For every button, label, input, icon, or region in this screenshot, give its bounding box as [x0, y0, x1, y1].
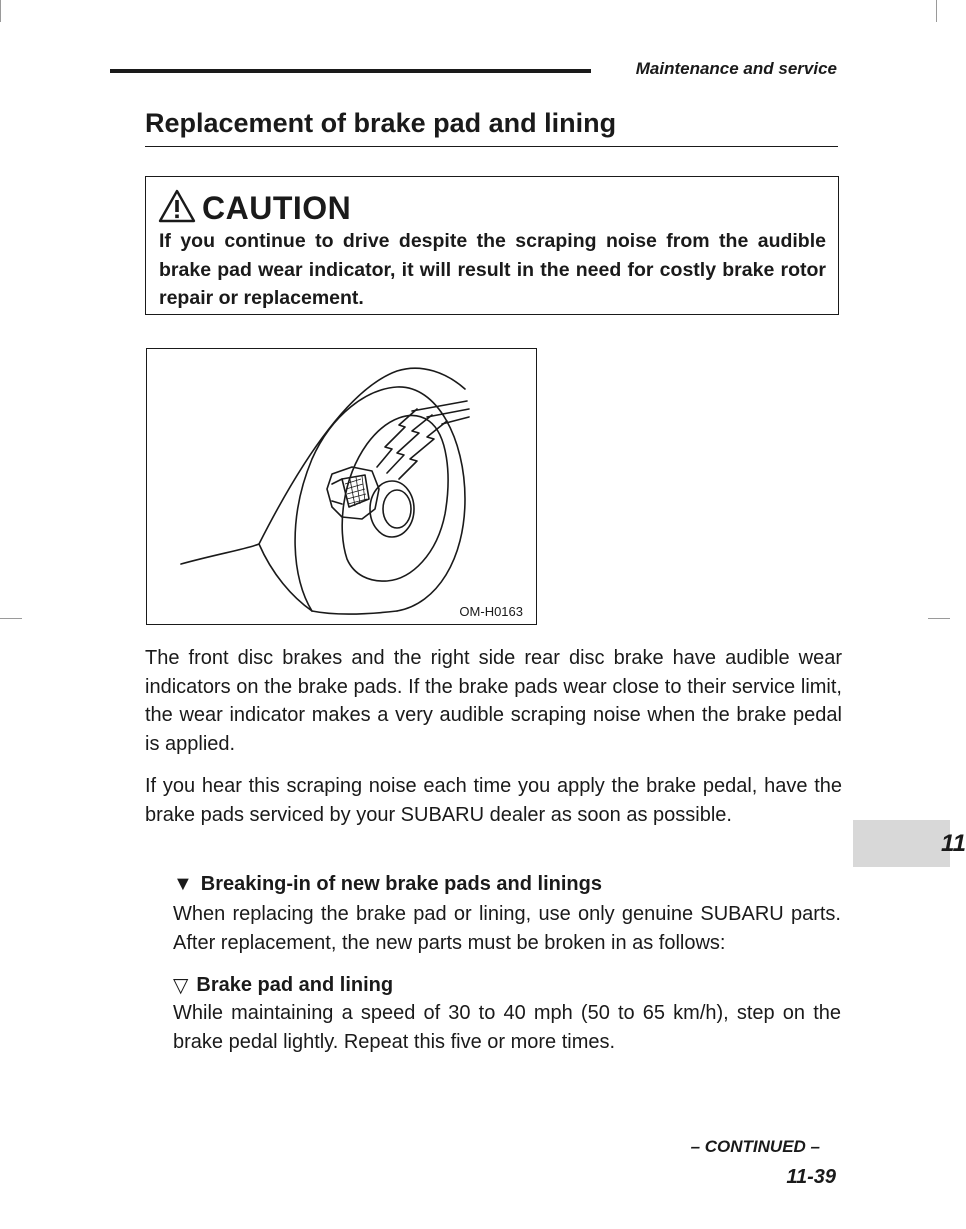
chapter-side-tab [853, 820, 966, 867]
breaking-in-text: When replacing the brake pad or lining, use only genuine SUBARU parts. After replacement, the new parts must be broken in as follows: [173, 903, 841, 954]
caution-text: If you continue to drive despite the scraping noise from the audible brake pad wear indicator, it will result in the need for costly brake rotor repair or replacement. [159, 230, 826, 309]
paragraph-service-advice: If you hear this scraping noise each time you apply the brake pedal, have the brake pads serviced by your SUBARU dealer as soon as possible. [145, 775, 842, 826]
page-number: 11-39 [786, 1166, 836, 1188]
pad-lining-text: While maintaining a speed of 30 to 40 mph (50 to 65 km/h), step on the brake pedal lightly. Repeat this five or more times. [173, 1002, 841, 1053]
header-section-title: Maintenance and service [635, 59, 837, 78]
filled-triangle-marker-icon: ▼ [173, 873, 193, 895]
crop-mark-right-mid [928, 618, 950, 619]
outline-triangle-marker-icon: ▽ [173, 975, 189, 997]
paragraph-wear-indicators: The front disc brakes and the right side rear disc brake have audible wear indicators on the brake pads. If the brake pads wear close to their service limit, the wear indicator makes a very audible scraping noise when the brake pedal is applied. [145, 647, 842, 755]
crop-mark-right-top [936, 0, 937, 22]
continued-note: – CONTINUED – [690, 1137, 820, 1156]
chapter-tab-label: 11 [941, 830, 966, 857]
breaking-in-heading [173, 873, 602, 896]
pad-lining-heading-label: Brake pad and lining [196, 974, 394, 996]
crop-mark-left-mid [0, 618, 22, 619]
warning-triangle-icon [158, 189, 196, 228]
header-rule [110, 69, 591, 73]
brake-figure [146, 348, 537, 625]
caution-box [145, 176, 839, 315]
page-title: Replacement of brake pad and lining [145, 108, 617, 138]
breaking-in-heading-label: Breaking-in of new brake pads and linings [200, 873, 602, 895]
figure-label: OM-H0163 [459, 604, 523, 619]
pad-lining-heading [173, 973, 393, 998]
caution-title: CAUTION [202, 190, 352, 226]
caution-header [158, 189, 351, 228]
crop-mark-left-top [0, 0, 1, 22]
title-rule [145, 146, 838, 147]
brake-wheel-illustration [147, 349, 536, 624]
